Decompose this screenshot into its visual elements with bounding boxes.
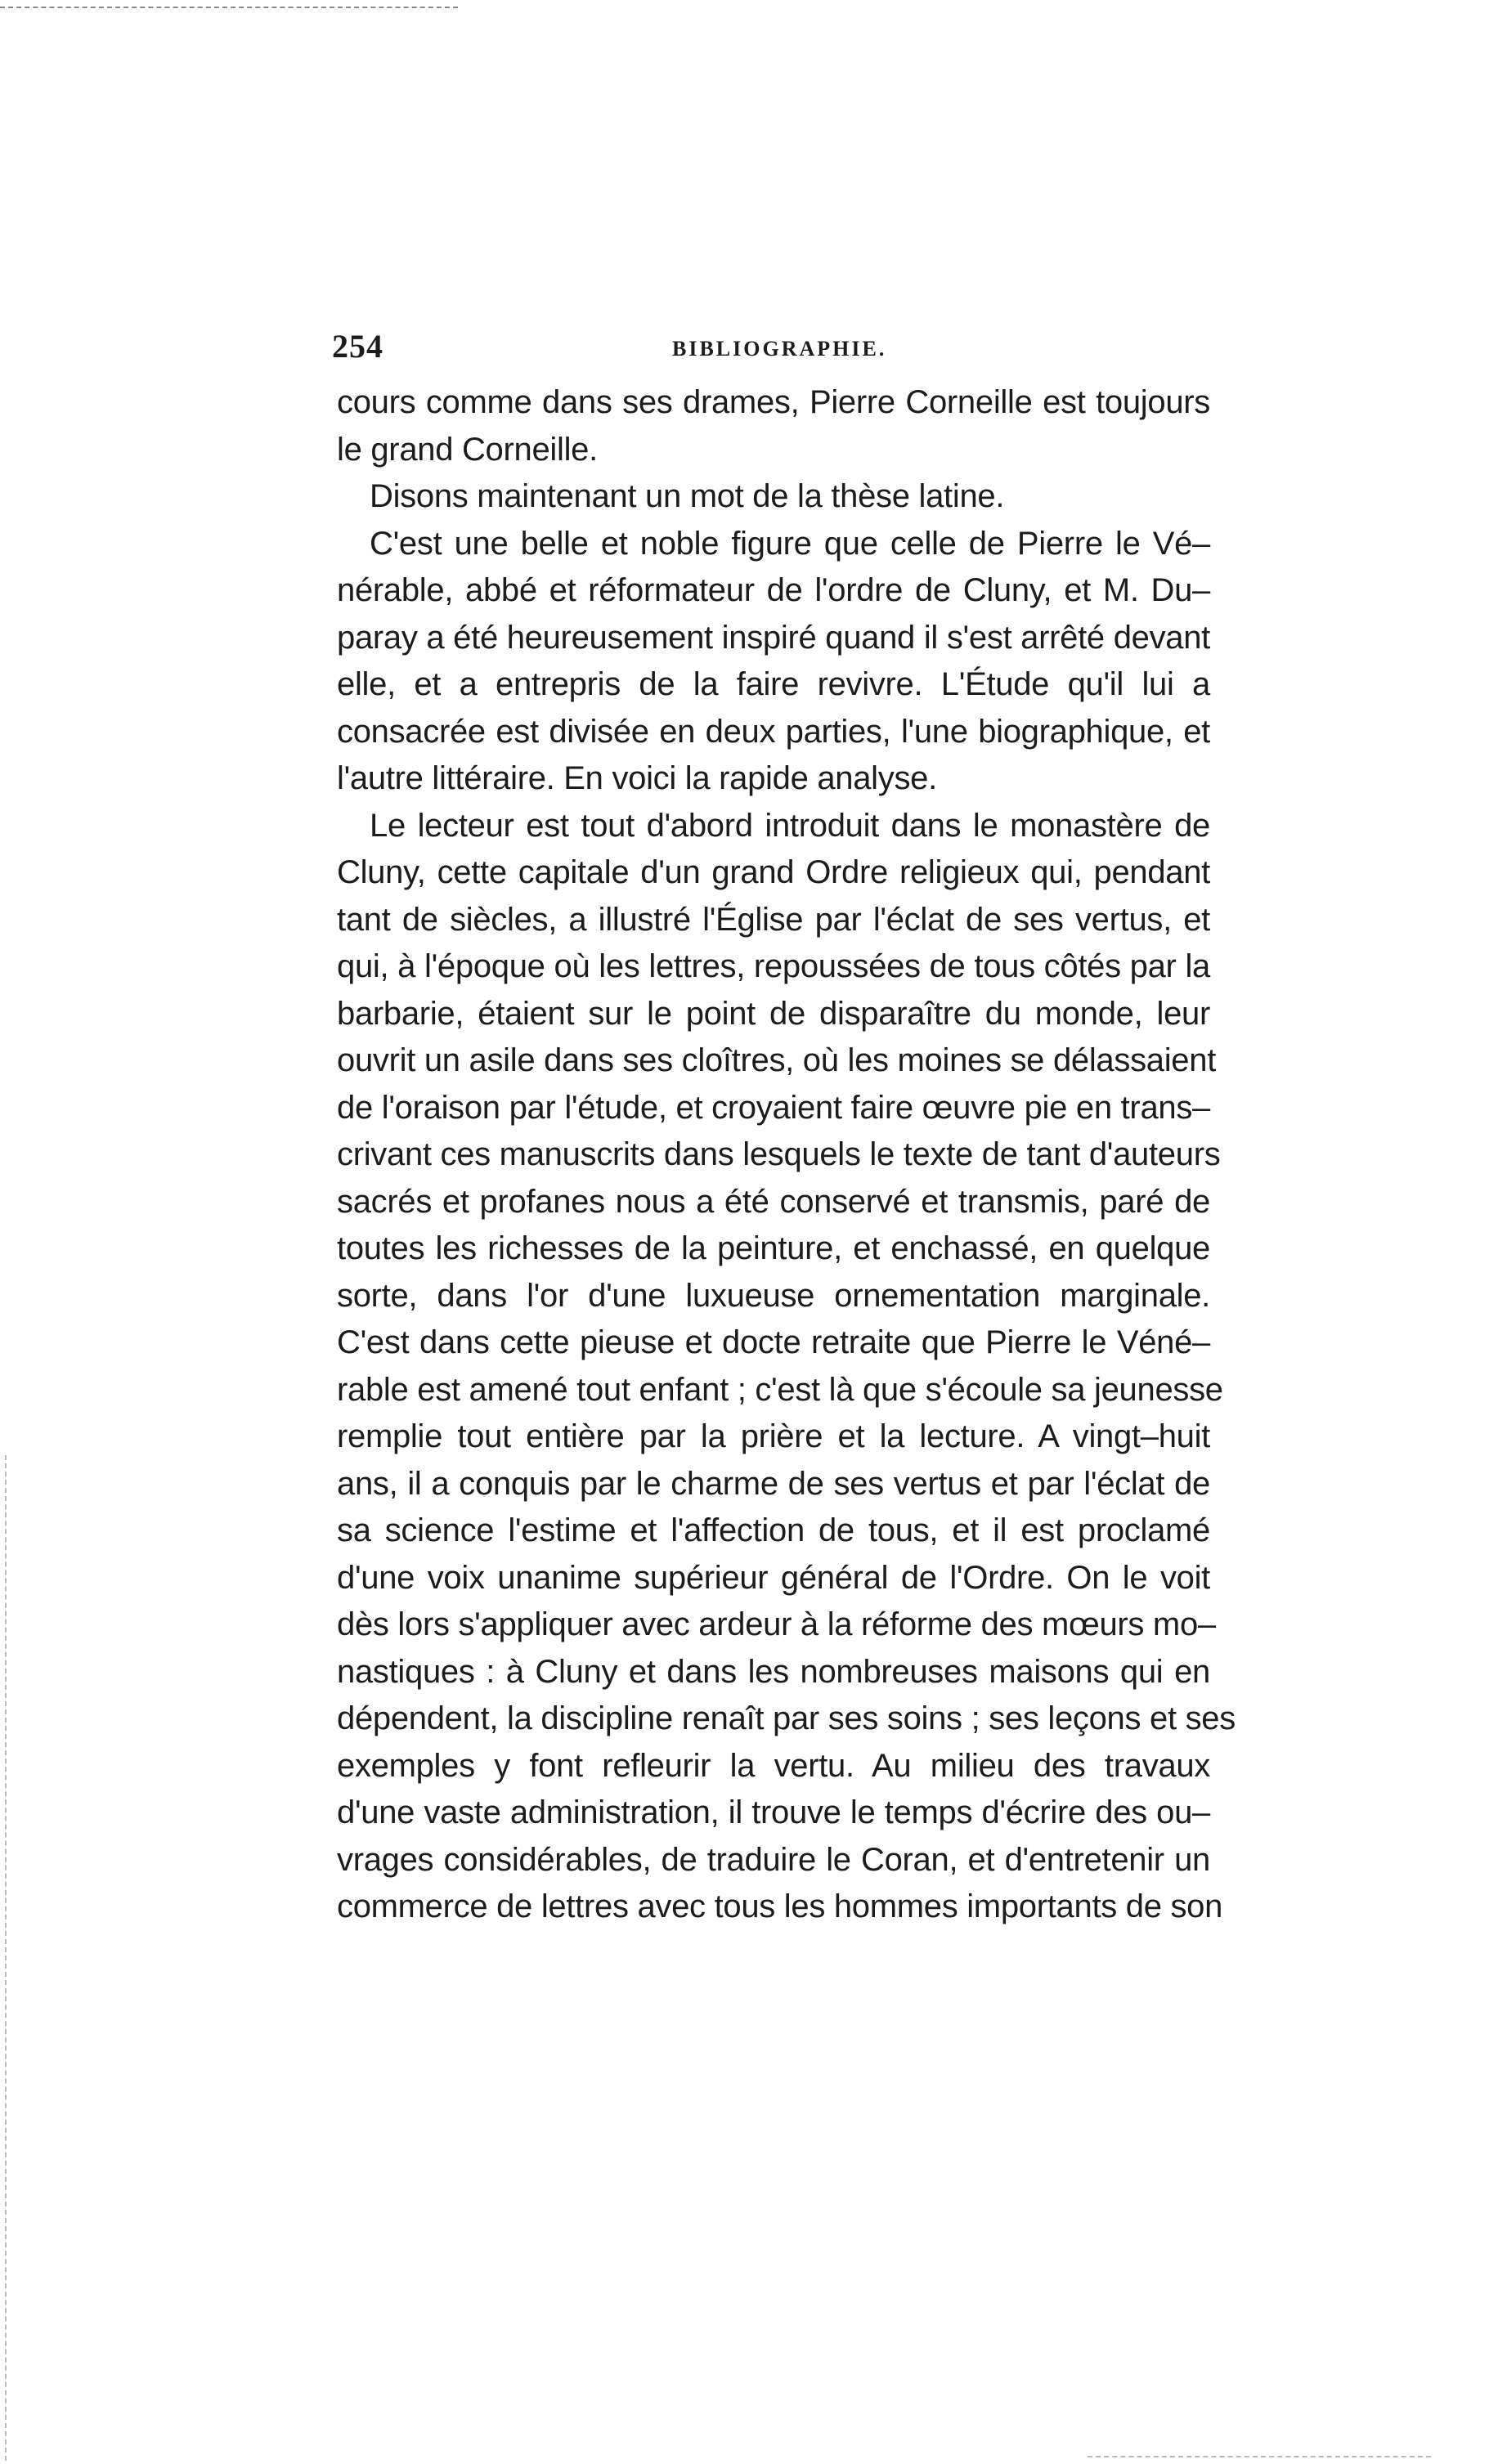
text-line: Cluny, cette capitale d'un grand Ordre religieux qui, pendant — [337, 854, 1210, 890]
text-line: cours comme dans ses drames, Pierre Corneille est toujours — [337, 384, 1210, 420]
scan-edge-bottom — [1088, 2456, 1431, 2457]
scan-edge-top — [0, 7, 458, 8]
paragraph — [337, 473, 1210, 521]
book-page — [332, 327, 1236, 1931]
text-line: Le lecteur est tout d'abord introduit dans le monastère de — [370, 807, 1210, 844]
text-line: d'une vaste administration, il trouve le temps d'écrire des ou– — [337, 1794, 1210, 1830]
text-line: le grand Corneille. — [337, 431, 598, 468]
text-line: crivant ces manuscrits dans lesquels le texte de tant d'auteurs — [337, 1136, 1221, 1172]
text-line: elle, et a entrepris de la faire revivre. L'Étude qu'il lui a — [337, 666, 1210, 702]
text-line: sorte, dans l'or d'une luxueuse ornementation marginale. — [337, 1277, 1210, 1314]
text-line: l'autre littéraire. En voici la rapide analyse. — [337, 760, 937, 796]
text-line: sa science l'estime et l'affection de tous, et il est proclamé — [337, 1512, 1210, 1548]
text-line: sacrés et profanes nous a été conservé et transmis, paré de — [337, 1183, 1210, 1220]
text-line: ans, il a conquis par le charme de ses vertus et par l'éclat de — [337, 1465, 1210, 1502]
text-line: dépendent, la discipline renaît par ses soins ; ses leçons et ses — [337, 1700, 1236, 1736]
paragraph — [337, 521, 1210, 803]
text-line: rable est amené tout enfant ; c'est là que s'écoule sa jeunesse — [337, 1371, 1223, 1408]
text-line: Disons maintenant un mot de la thèse latine. — [370, 478, 1005, 514]
text-line: d'une voix unanime supérieur général de l'Ordre. On le voit — [337, 1559, 1210, 1596]
text-line: exemples y font refleurir la vertu. Au milieu des travaux — [337, 1747, 1210, 1784]
paragraph — [337, 379, 1210, 473]
page-number: 254 — [332, 328, 383, 365]
text-line: C'est une belle et noble figure que celle de Pierre le Vé– — [370, 525, 1210, 562]
text-body — [337, 379, 1236, 1931]
running-head — [332, 327, 1210, 373]
text-line: nastiques : à Cluny et dans les nombreuses maisons qui en — [337, 1653, 1210, 1690]
running-title: BIBLIOGRAPHIE. — [672, 337, 887, 361]
text-line: vrages considérables, de traduire le Coran, et d'entretenir un — [337, 1841, 1210, 1878]
text-line: ouvrit un asile dans ses cloîtres, où les moines se délassaient — [337, 1042, 1217, 1078]
scan-edge-left — [5, 1455, 7, 2461]
text-line: commerce de lettres avec tous les hommes importants de son — [337, 1888, 1223, 1924]
text-line: de l'oraison par l'étude, et croyaient faire œuvre pie en trans– — [337, 1089, 1210, 1126]
text-line: tant de siècles, a illustré l'Église par l'éclat de ses vertus, et — [337, 901, 1210, 938]
text-line: qui, à l'époque où les lettres, repoussées de tous côtés par la — [337, 948, 1210, 984]
text-line: C'est dans cette pieuse et docte retraite que Pierre le Véné– — [337, 1324, 1210, 1360]
text-line: remplie tout entière par la prière et la lecture. A vingt–huit — [337, 1418, 1210, 1454]
paragraph — [337, 803, 1236, 1931]
text-line: barbarie, étaient sur le point de disparaître du monde, leur — [337, 995, 1210, 1032]
text-line: consacrée est divisée en deux parties, l'une biographique, et — [337, 713, 1210, 750]
text-line: toutes les richesses de la peinture, et enchassé, en quelque — [337, 1230, 1210, 1266]
text-line: dès lors s'appliquer avec ardeur à la réforme des mœurs mo– — [337, 1606, 1216, 1642]
text-line: nérable, abbé et réformateur de l'ordre de Cluny, et M. Du– — [337, 572, 1210, 608]
text-line: paray a été heureusement inspiré quand il s'est arrêté devant — [337, 619, 1210, 656]
